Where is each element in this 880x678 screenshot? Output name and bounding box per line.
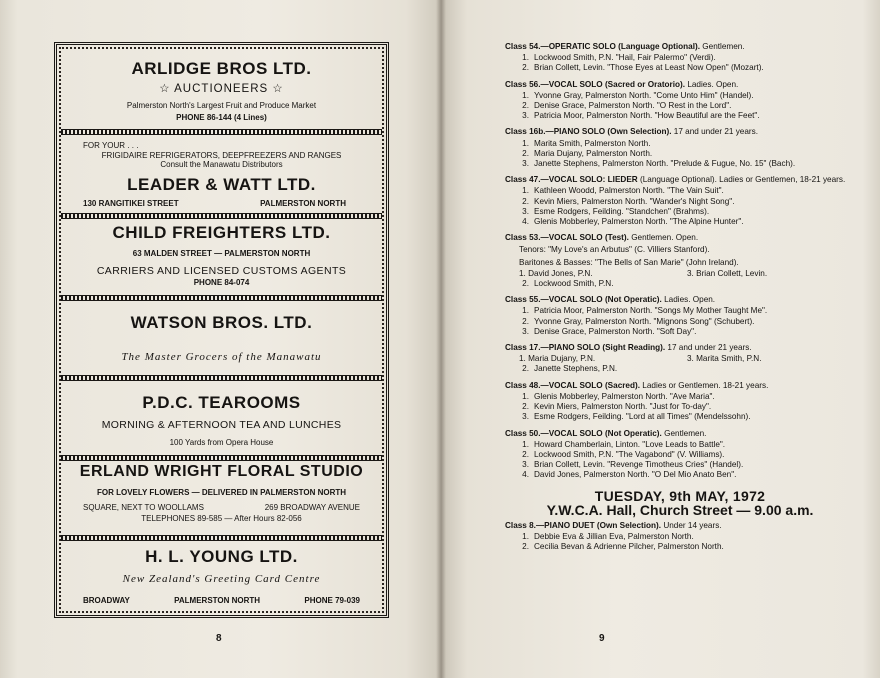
class-title: Class 17.—PIANO SOLO (Sight Reading). bbox=[505, 343, 666, 353]
class-note: Tenors: "My Love's an Arbutus" (C. Villiers Stanford). bbox=[519, 245, 710, 255]
class-heading bbox=[505, 381, 855, 391]
ad-leader-watt bbox=[67, 141, 376, 208]
ad-separator bbox=[61, 129, 382, 135]
class-category: Gentlemen. bbox=[664, 428, 707, 438]
ad-young-name: H. L. YOUNG LTD. bbox=[145, 547, 298, 566]
entry-number: 3. bbox=[522, 412, 529, 422]
entry-number: 3. bbox=[522, 159, 529, 169]
entry-text: Patricia Moor, Palmerston North. "Songs My Mother Taught Me". bbox=[534, 306, 768, 316]
ad-erland-wright bbox=[67, 463, 376, 523]
entry-number: 3. bbox=[522, 460, 529, 470]
entry-text: Lockwood Smith, P.N. "Hail, Fair Palermo" (Verdi). bbox=[534, 53, 716, 63]
class-category: 17 and under 21 years. bbox=[673, 127, 759, 137]
entry-row bbox=[519, 392, 855, 402]
entry-text: Janette Stephens, P.N. bbox=[534, 364, 618, 374]
class-block bbox=[505, 429, 855, 481]
entry-text: Debbie Eva & Jillian Eva, Palmerston North. bbox=[534, 532, 694, 542]
entry-row bbox=[519, 197, 855, 207]
ad-child-address: 63 MALDEN STREET — PALMERSTON NORTH bbox=[132, 249, 311, 258]
entry-row bbox=[519, 111, 855, 121]
ad-child-phone: PHONE 84-074 bbox=[193, 278, 250, 287]
class-category: Gentlemen. Open. bbox=[631, 233, 699, 243]
entry-text: Brian Collett, Levin. "Revenge Timotheus Cries" (Handel). bbox=[534, 460, 744, 470]
class-block bbox=[505, 343, 855, 375]
ad-separator bbox=[61, 455, 382, 461]
ad-pdc-name: P.D.C. TEAROOMS bbox=[142, 393, 301, 412]
entry-number: 2. bbox=[522, 63, 529, 73]
entry-text: Esme Rodgers, Feilding. "Standchen" (Brahms). bbox=[534, 206, 710, 216]
ad-pdc-location: 100 Yards from Opera House bbox=[169, 438, 274, 447]
ad-young-city: PALMERSTON NORTH bbox=[174, 596, 261, 605]
entry-text: Marita Smith, Palmerston North. bbox=[534, 138, 651, 148]
entry-row bbox=[519, 402, 855, 412]
class-title: Class 55.—VOCAL SOLO (Not Operatic). bbox=[505, 295, 662, 305]
class-heading bbox=[505, 80, 855, 90]
entry-number: 4. bbox=[522, 217, 529, 227]
ad-arlidge bbox=[67, 59, 376, 122]
entry-number: 2. bbox=[522, 279, 529, 289]
class-title: Class 16b.—PIANO SOLO (Own Selection). bbox=[505, 127, 672, 137]
entry-text: Kathleen Woodd, Palmerston North. "The Vain Suit". bbox=[534, 186, 724, 196]
ad-erland-address-right: 269 BROADWAY AVENUE bbox=[264, 503, 360, 512]
entry-number: 2. bbox=[522, 101, 529, 111]
entry-list bbox=[519, 440, 855, 481]
ad-young-street: BROADWAY bbox=[83, 596, 130, 605]
entry-number: 1. bbox=[522, 391, 529, 401]
entry-row bbox=[519, 91, 855, 101]
entry-row bbox=[519, 101, 855, 111]
class-note: Baritones & Basses: "The Bells of San Marie" (John Ireland). bbox=[519, 257, 739, 267]
ad-erland-address bbox=[83, 503, 360, 512]
entry-text: Kevin Miers, Palmerston North. "Just for To-day". bbox=[534, 402, 712, 412]
entry-row bbox=[519, 532, 855, 542]
ad-arlidge-subtitle: ☆ AUCTIONEERS ☆ bbox=[159, 83, 284, 95]
ad-child-services: CARRIERS AND LICENSED CUSTOMS AGENTS bbox=[96, 265, 347, 277]
ad-young-phone: PHONE 79-039 bbox=[304, 596, 360, 605]
ad-separator bbox=[61, 213, 382, 219]
entry-list bbox=[519, 53, 855, 73]
ad-leader-watt-city: PALMERSTON NORTH bbox=[260, 199, 346, 208]
ad-separator bbox=[61, 295, 382, 301]
ad-leader-watt-for-your: FOR YOUR . . . bbox=[83, 141, 139, 150]
class-heading bbox=[505, 295, 855, 305]
ad-arlidge-phone: PHONE 86-144 (4 Lines) bbox=[176, 113, 267, 122]
entry-number: 2. bbox=[522, 542, 529, 552]
book-gutter bbox=[436, 0, 446, 678]
class-category: Ladies. Open. bbox=[664, 295, 716, 305]
class-title: Class 48.—VOCAL SOLO (Sacred). bbox=[505, 380, 640, 390]
entry-row bbox=[519, 217, 855, 227]
entry-text: 3. Brian Collett, Levin. bbox=[687, 268, 768, 278]
entry-row bbox=[519, 159, 855, 169]
entry-row bbox=[519, 317, 855, 327]
class-category: (Language Optional). Ladies or Gentlemen, 18-21 years. bbox=[639, 175, 846, 185]
class-heading bbox=[505, 429, 855, 439]
class-block bbox=[505, 127, 855, 169]
entry-text: Cecilia Bevan & Adrienne Pilcher, Palmerston North. bbox=[534, 542, 724, 552]
class-category: 17 and under 21 years. bbox=[667, 343, 752, 353]
entry-number: 1. bbox=[522, 186, 529, 196]
entry-text: 1. David Jones, P.N. bbox=[519, 268, 593, 278]
ad-erland-address-left: SQUARE, NEXT TO WOOLLAMS bbox=[83, 503, 204, 512]
class-heading bbox=[505, 42, 855, 52]
class-block bbox=[505, 233, 855, 289]
class-block bbox=[505, 175, 855, 227]
ad-watson bbox=[67, 313, 376, 374]
entry-number: 4. bbox=[522, 470, 529, 480]
entry-list bbox=[519, 532, 855, 552]
entry-text: Janette Stephens, Palmerston North. "Prelude & Fugue, No. 15" (Bach). bbox=[534, 159, 796, 169]
entry-number: 2. bbox=[522, 402, 529, 412]
entry-text: Esme Rodgers, Feilding. "Lord at all Times" (Mendelssohn). bbox=[534, 412, 751, 422]
entry-row bbox=[519, 440, 855, 450]
ad-separator bbox=[61, 535, 382, 541]
entry-number: 1. bbox=[522, 90, 529, 100]
class-title: Class 50.—VOCAL SOLO (Not Operatic). bbox=[505, 428, 662, 438]
ad-leader-watt-products: FRIGIDAIRE REFRIGERATORS, DEEPFREEZERS AND RANGES bbox=[101, 151, 342, 160]
page-number: 8 bbox=[216, 633, 222, 644]
entry-text: 3. Marita Smith, P.N. bbox=[687, 354, 762, 364]
class-block bbox=[505, 381, 855, 423]
entry-number: 2. bbox=[522, 148, 529, 158]
class-title: Class 47.—VOCAL SOLO: LIEDER bbox=[505, 175, 638, 185]
entry-row bbox=[519, 279, 855, 289]
entry-list bbox=[519, 392, 855, 423]
class-heading bbox=[505, 175, 855, 185]
ad-child-name: CHILD FREIGHTERS LTD. bbox=[112, 223, 331, 242]
entry-list bbox=[519, 306, 855, 337]
entry-number: 3. bbox=[522, 111, 529, 121]
entry-number: 1. bbox=[522, 532, 529, 542]
entry-text: Yvonne Gray, Palmerston North. "Mignons Song" (Schubert). bbox=[534, 316, 755, 326]
entry-row bbox=[519, 269, 855, 279]
entry-row bbox=[519, 354, 855, 364]
class-category: Ladies. Open. bbox=[687, 79, 739, 89]
entry-number: 1. bbox=[522, 439, 529, 449]
ad-child-freighters bbox=[67, 223, 376, 287]
entry-row bbox=[519, 470, 855, 480]
entry-number: 3. bbox=[522, 326, 529, 336]
entry-text: Lockwood Smith, P.N. bbox=[534, 279, 614, 289]
entry-number: 2. bbox=[522, 364, 529, 374]
entry-row bbox=[519, 207, 855, 217]
class-heading bbox=[505, 343, 855, 353]
advertisements-frame bbox=[54, 42, 389, 618]
entry-row bbox=[519, 53, 855, 63]
entry-text: Yvonne Gray, Palmerston North. "Come Unto Him" (Handel). bbox=[534, 90, 754, 100]
entry-number: 2. bbox=[522, 196, 529, 206]
entry-text: Patricia Moor, Palmerston North. "How Beautiful are the Feet". bbox=[534, 111, 760, 121]
entry-row bbox=[519, 542, 855, 552]
entry-list bbox=[519, 91, 855, 122]
ad-leader-watt-distributors: Consult the Manawatu Distributors bbox=[160, 160, 283, 169]
right-page bbox=[441, 0, 880, 678]
entry-number: 1. bbox=[522, 53, 529, 63]
ad-erland-name: ERLAND WRIGHT FLORAL STUDIO bbox=[79, 463, 364, 480]
ad-arlidge-name: ARLIDGE BROS LTD. bbox=[131, 59, 312, 78]
entry-list bbox=[519, 269, 855, 289]
class-heading bbox=[505, 233, 855, 243]
entry-text: Glenis Mobberley, Palmerston North. "The Alpine Hunter". bbox=[534, 217, 744, 227]
entry-number: 1. bbox=[522, 138, 529, 148]
programme-listing bbox=[505, 42, 855, 559]
page-number: 9 bbox=[599, 633, 605, 644]
entry-row bbox=[519, 306, 855, 316]
ad-watson-name: WATSON BROS. LTD. bbox=[130, 313, 313, 332]
class-category: Ladies or Gentlemen. 18-21 years. bbox=[642, 380, 769, 390]
entry-text: Lockwood Smith, P.N. "The Vagabond" (V. Williams). bbox=[534, 449, 725, 459]
entry-text: Kevin Miers, Palmerston North. "Wander's Night Song". bbox=[534, 196, 735, 206]
class-title: Class 56.—VOCAL SOLO (Sacred or Oratorio). bbox=[505, 79, 686, 89]
entry-text: Denise Grace, Palmerston North. "O Rest in the Lord". bbox=[534, 101, 732, 111]
ad-pdc-services: MORNING & AFTERNOON TEA AND LUNCHES bbox=[101, 419, 342, 431]
entry-text: 1. Maria Dujany, P.N. bbox=[519, 354, 596, 364]
class-block bbox=[505, 80, 855, 122]
class-heading bbox=[505, 127, 855, 137]
entry-row bbox=[519, 364, 855, 374]
entry-number: 2. bbox=[522, 316, 529, 326]
ad-young-tagline: New Zealand's Greeting Card Centre bbox=[122, 573, 321, 585]
entry-list bbox=[519, 186, 855, 227]
ad-leader-watt-street: 130 RANGITIKEI STREET bbox=[83, 199, 179, 208]
entry-row bbox=[519, 450, 855, 460]
day-heading: TUESDAY, 9th MAY, 1972 bbox=[594, 487, 766, 504]
class-title: Class 53.—VOCAL SOLO (Test). bbox=[505, 233, 629, 243]
class-heading bbox=[505, 521, 855, 531]
entry-text: Brian Collett, Levin. "Those Eyes at Least Now Open" (Mozart). bbox=[534, 63, 764, 73]
ad-watson-tagline: The Master Grocers of the Manawatu bbox=[121, 351, 322, 363]
class-category: Gentlemen. bbox=[702, 42, 745, 51]
entry-text: Maria Dujany, Palmerston North. bbox=[534, 148, 653, 158]
entry-row bbox=[519, 327, 855, 337]
ad-leader-watt-address bbox=[83, 199, 346, 208]
entry-text: David Jones, Palmerston North. "O Del Mio Anato Ben". bbox=[534, 470, 737, 480]
ad-separator bbox=[61, 375, 382, 381]
entry-row bbox=[519, 63, 855, 73]
entry-text: Glenis Mobberley, Palmerston North. "Ave Maria". bbox=[534, 391, 715, 401]
ad-arlidge-tagline: Palmerston North's Largest Fruit and Produce Market bbox=[126, 101, 317, 110]
entry-text: Denise Grace, Palmerston North. "Soft Day". bbox=[534, 326, 697, 336]
entry-row bbox=[519, 412, 855, 422]
entry-row bbox=[519, 149, 855, 159]
entry-row bbox=[519, 460, 855, 470]
class-title: Class 8.—PIANO DUET (Own Selection). bbox=[505, 520, 662, 530]
entry-number: 2. bbox=[522, 449, 529, 459]
ad-erland-phones: TELEPHONES 89-585 — After Hours 82-056 bbox=[141, 514, 302, 523]
entry-number: 1. bbox=[522, 306, 529, 316]
class-block bbox=[505, 42, 855, 74]
entry-list bbox=[519, 354, 855, 374]
entry-number: 3. bbox=[522, 206, 529, 216]
ad-erland-tagline: FOR LOVELY FLOWERS — DELIVERED IN PALMERSTON NORTH bbox=[96, 488, 347, 497]
entry-list bbox=[519, 139, 855, 170]
ad-leader-watt-name: LEADER & WATT LTD. bbox=[127, 175, 316, 194]
ad-hl-young bbox=[67, 547, 376, 605]
class-title: Class 54.—OPERATIC SOLO (Language Optional). bbox=[505, 42, 701, 51]
entry-row bbox=[519, 186, 855, 196]
class-block bbox=[505, 295, 855, 337]
class-category: Under 14 years. bbox=[663, 520, 722, 530]
entry-text: Howard Chamberlain, Linton. "Love Leads to Battle". bbox=[534, 439, 726, 449]
class-block bbox=[505, 521, 855, 553]
ad-young-address bbox=[83, 596, 360, 605]
ad-pdc-tearooms bbox=[67, 393, 376, 447]
entry-row bbox=[519, 139, 855, 149]
venue-heading: Y.W.C.A. Hall, Church Street — 9.00 a.m. bbox=[546, 501, 814, 518]
